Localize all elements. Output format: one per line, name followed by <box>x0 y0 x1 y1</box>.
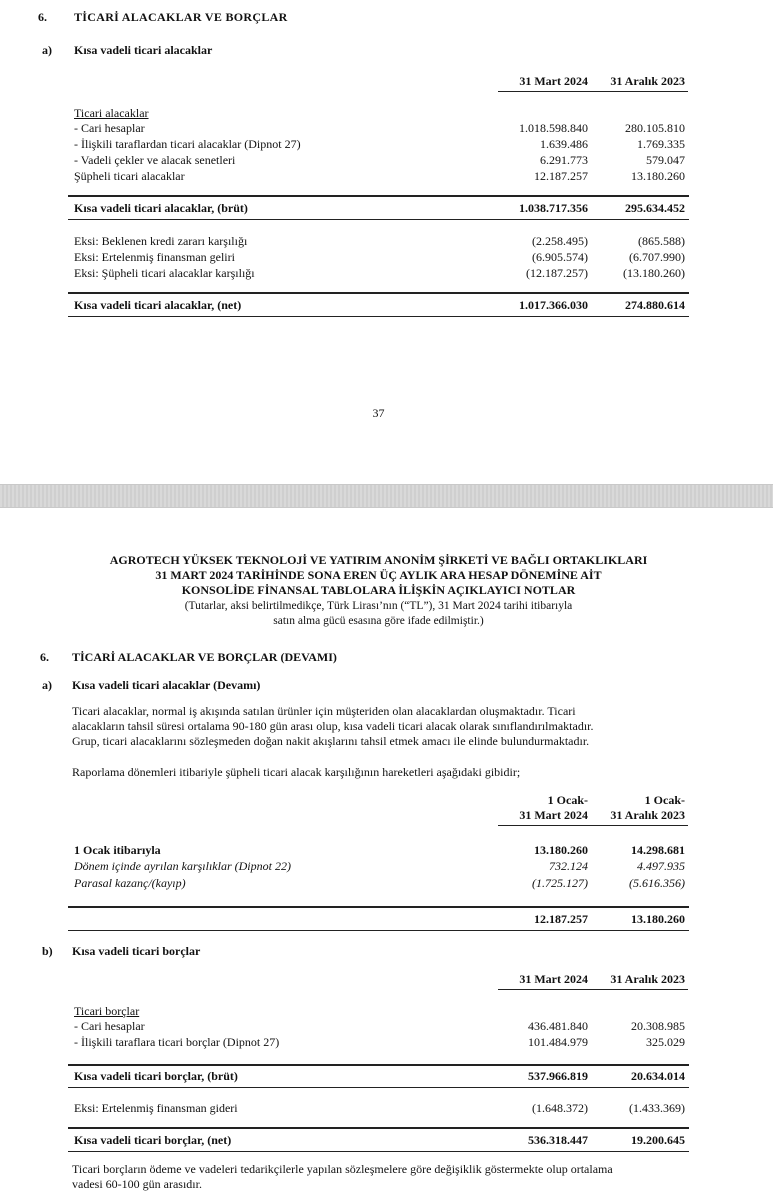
gross-top-rule <box>68 195 689 197</box>
row-value-2023: 4.497.935 <box>637 859 685 873</box>
subsection-letter: b) <box>42 944 53 958</box>
subsection-title: Kısa vadeli ticari borçlar <box>72 944 201 958</box>
net-value-2024: 1.017.366.030 <box>519 298 588 312</box>
row-label: - Cari hesaplar <box>74 1019 145 1033</box>
section-title: TİCARİ ALACAKLAR VE BORÇLAR (DEVAMI) <box>72 650 337 664</box>
gross-value-2023: 20.634.014 <box>631 1069 685 1083</box>
row-value-2024: (6.905.574) <box>532 250 588 264</box>
row-label: Eksi: Şüpheli ticari alacaklar karşılığı <box>74 266 255 280</box>
row-value-2023: 13.180.260 <box>631 169 685 183</box>
paragraph-line: Grup, ticari alacaklarını sözleşmeden doğan nakit akışlarını tahsil etmek amacı ile elinde bulundurmaktadır. <box>72 734 590 748</box>
row-label: Parasal kazanç/(kayıp) <box>74 876 186 890</box>
row-value-2024: 13.180.260 <box>534 843 588 857</box>
row-label: - Vadeli çekler ve alacak senetleri <box>74 153 236 167</box>
row-value-2023: (5.616.356) <box>629 876 685 890</box>
company-name: AGROTECH YÜKSEK TEKNOLOJİ VE YATIRIM ANONİM ŞİRKETİ VE BAĞLI ORTAKLIKLARI <box>109 553 648 567</box>
row-value-2024: (12.187.257) <box>526 266 588 280</box>
net-top-rule <box>68 292 689 294</box>
movement-total-2024: 12.187.257 <box>534 912 588 926</box>
movement-col2-line1: 1 Ocak- <box>644 793 685 807</box>
movement-total-top-rule <box>68 906 689 908</box>
row-value-2024: 101.484.979 <box>528 1035 588 1049</box>
group-label: Ticari alacaklar <box>74 106 149 120</box>
payables-net-bottom-rule <box>68 1151 689 1152</box>
row-value-2024: 732.124 <box>549 859 588 873</box>
net-label: Kısa vadeli ticari borçlar, (net) <box>74 1133 232 1147</box>
gross-value-2024: 537.966.819 <box>528 1069 588 1083</box>
row-label: Dönem içinde ayrılan karşılıklar (Dipnot 22) <box>74 859 291 873</box>
row-value-2023: (865.588) <box>638 234 685 248</box>
subsection-title: Kısa vadeli ticari alacaklar <box>74 43 213 57</box>
column-header-2023: 31 Aralık 2023 <box>610 972 685 986</box>
section-number: 6. <box>38 10 47 24</box>
table-row <box>0 153 773 167</box>
row-value-2024: (1.725.127) <box>532 876 588 890</box>
column-header-2024: 31 Mart 2024 <box>519 972 588 986</box>
gross-label: Kısa vadeli ticari borçlar, (brüt) <box>74 1069 238 1083</box>
row-value-2023: 1.769.335 <box>637 137 685 151</box>
description-paragraph <box>72 704 687 749</box>
gross-value-2024: 1.038.717.356 <box>519 201 588 215</box>
group-label-row <box>0 106 773 120</box>
movement-header-row-2 <box>0 808 773 822</box>
column-header-2023: 31 Aralık 2023 <box>610 74 685 88</box>
row-value-2023: (1.433.369) <box>629 1101 685 1115</box>
table-row <box>0 1035 773 1049</box>
section-number: 6. <box>40 650 49 664</box>
paragraph-line: Ticari borçların ödeme ve vadeleri tedarikçilerle yapılan sözleşmelere göre değişiklik göstermekte olup ortalama <box>72 1162 613 1176</box>
row-value-2023: 325.029 <box>646 1035 685 1049</box>
paragraph-line: vadesi 60-100 gün arasıdır. <box>72 1177 202 1191</box>
table-row <box>0 1101 773 1115</box>
payables-gross-row <box>0 1069 773 1083</box>
column-header-2024: 31 Mart 2024 <box>519 74 588 88</box>
row-label: Eksi: Beklenen kredi zararı karşılığı <box>74 234 248 248</box>
net-label: Kısa vadeli ticari alacaklar, (net) <box>74 298 242 312</box>
row-value-2024: (1.648.372) <box>532 1101 588 1115</box>
movement-intro: Raporlama dönemleri itibariyle şüpheli ticari alacak karşılığının hareketleri aşağıdaki gibidir; <box>72 765 521 779</box>
report-header <box>0 553 757 598</box>
subsection-letter: a) <box>42 43 52 57</box>
footer-paragraph <box>72 1162 687 1192</box>
page-number: 37 <box>372 406 385 420</box>
column-header-row <box>0 74 773 88</box>
table-row <box>0 876 773 890</box>
table-row <box>0 250 773 264</box>
gross-row <box>0 201 773 215</box>
currency-note-line2: satın alma gücü esasına göre ifade edilmiştir.) <box>273 615 484 627</box>
movement-col1-line2: 31 Mart 2024 <box>519 808 588 822</box>
table-row <box>0 137 773 151</box>
table-row <box>0 266 773 280</box>
net-value-2023: 19.200.645 <box>631 1133 685 1147</box>
notes-title: KONSOLİDE FİNANSAL TABLOLARA İLİŞKİN AÇIKLAYICI NOTLAR <box>181 583 576 597</box>
row-value-2024: (2.258.495) <box>532 234 588 248</box>
row-value-2023: (13.180.260) <box>623 266 685 280</box>
payables-column-header-row <box>0 972 773 986</box>
movement-total-2023: 13.180.260 <box>631 912 685 926</box>
subsection-letter: a) <box>42 678 52 692</box>
row-label: - İlişkili taraflardan ticari alacaklar (Dipnot 27) <box>74 137 301 151</box>
row-value-2023: 280.105.810 <box>625 121 685 135</box>
row-value-2024: 436.481.840 <box>528 1019 588 1033</box>
group-label-row <box>0 1004 773 1018</box>
group-label: Ticari borçlar <box>74 1004 140 1018</box>
net-value-2023: 274.880.614 <box>625 298 685 312</box>
table-row <box>0 169 773 183</box>
section-title: TİCARİ ALACAKLAR VE BORÇLAR <box>74 10 288 24</box>
payables-header-rule <box>498 989 688 990</box>
net-value-2024: 536.318.447 <box>528 1133 588 1147</box>
row-value-2023: 14.298.681 <box>631 843 685 857</box>
header-rule <box>498 91 688 92</box>
payables-gross-bottom-rule <box>68 1087 689 1088</box>
row-value-2024: 12.187.257 <box>534 169 588 183</box>
currency-note-line1: (Tutarlar, aksi belirtilmedikçe, Türk Lirası’nın (“TL”), 31 Mart 2024 tarihi itibarıyla <box>184 600 573 612</box>
movement-col2-line2: 31 Aralık 2023 <box>610 808 685 822</box>
row-label: - İlişkili taraflara ticari borçlar (Dipnot 27) <box>74 1035 280 1049</box>
payables-gross-top-rule <box>68 1064 689 1066</box>
movement-total-row <box>0 912 773 926</box>
page-separator <box>0 484 773 508</box>
row-label: Şüpheli ticari alacaklar <box>74 169 185 183</box>
table-row <box>0 1019 773 1033</box>
row-label: Eksi: Ertelenmiş finansman gideri <box>74 1101 238 1115</box>
table-row <box>0 234 773 248</box>
row-value-2024: 1.639.486 <box>540 137 588 151</box>
net-bottom-rule <box>68 316 689 317</box>
paragraph-line: alacakların tahsil süresi ortalama 90-180 gün arası olup, kısa vadeli ticari alacak olarak sınıflandırılmaktadır. <box>72 719 594 733</box>
subsection-title: Kısa vadeli ticari alacaklar (Devamı) <box>72 678 261 692</box>
movement-header-rule <box>498 825 688 826</box>
report-subheader <box>0 599 757 629</box>
gross-bottom-rule <box>68 219 689 220</box>
movement-col1-line1: 1 Ocak- <box>547 793 588 807</box>
row-value-2024: 6.291.773 <box>540 153 588 167</box>
payables-net-row <box>0 1133 773 1147</box>
table-row <box>0 843 773 857</box>
paragraph-line: Ticari alacaklar, normal iş akışında satılan ürünler için müşteriden olan alacaklardan oluşmaktadır. Ticari <box>72 704 576 718</box>
gross-label: Kısa vadeli ticari alacaklar, (brüt) <box>74 201 248 215</box>
period-line: 31 MART 2024 TARİHİNDE SONA EREN ÜÇ AYLIK ARA HESAP DÖNEMİNE AİT <box>155 568 602 582</box>
row-label: - Cari hesaplar <box>74 121 145 135</box>
row-label: 1 Ocak itibarıyla <box>74 843 161 857</box>
row-label: Eksi: Ertelenmiş finansman geliri <box>74 250 235 264</box>
row-value-2024: 1.018.598.840 <box>519 121 588 135</box>
row-value-2023: 579.047 <box>646 153 685 167</box>
movement-total-bottom-rule <box>68 930 689 931</box>
table-row <box>0 121 773 135</box>
net-row <box>0 298 773 312</box>
movement-header-row-1 <box>0 793 773 807</box>
row-value-2023: (6.707.990) <box>629 250 685 264</box>
row-value-2023: 20.308.985 <box>631 1019 685 1033</box>
table-row <box>0 859 773 873</box>
gross-value-2023: 295.634.452 <box>625 201 685 215</box>
payables-net-top-rule <box>68 1127 689 1129</box>
